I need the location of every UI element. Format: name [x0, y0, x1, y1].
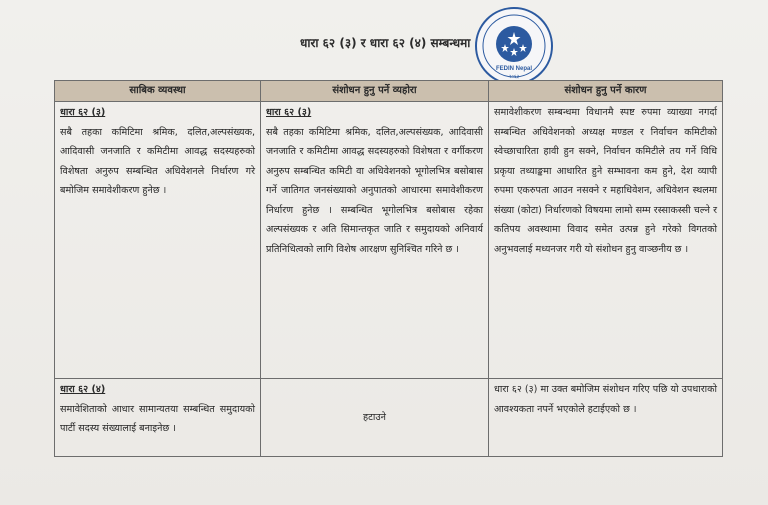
section-text: सबै तहका कमिटिमा श्रमिक, दलित,अल्पसंख्यक, आदिवासी जनजाति र कमिटीमा आवद्ध सदस्यहरुको विशेषता अनुरुप सम्बन्धित अधिवेशनले निर्धारण गरे बमोजिम समावेशीकरण हुनेछ ।	[60, 126, 255, 196]
table-row	[55, 102, 723, 379]
section-text: सबै तहका कमिटिमा श्रमिक, दलित,अल्पसंख्यक, आदिवासी जनजाति र कमिटीमा आवद्ध सदस्यहरुको विशेषता र वर्गीकरण अनुरुप सम्बन्धित कमिटी वा अधिवेशनको भूगोलभित्र बसोबास गर्ने जातिगत जनसंख्याको अनुपातको आधारमा समावेशीकरण निर्धारण हुनेछ । सम्बन्धित भूगोलभित्र बसोबास रहेका अल्पसंख्यक र अति सिमान्तकृत जाति र समुदायको अनिवार्य प्रतिनिधित्वको लागि विशेष आरक्षण सुनिश्चित गरिने छ ।	[266, 126, 483, 255]
amendment-table	[54, 80, 723, 457]
proposed-amendment-cell	[261, 102, 489, 379]
section-title: धारा ६२ (३)	[60, 107, 106, 118]
page-heading: धारा ६२ (३) र धारा ६२ (४) सम्बन्धमा	[300, 36, 471, 50]
header-proposed-amendment: संशोधन हुनु पर्ने व्यहोरा	[261, 81, 489, 102]
reason-text: समावेशीकरण सम्बन्धमा विधानमै स्पष्ट रुपमा व्याख्या नगर्दा सम्बन्धित अधिवेशनको अध्यक्ष मण्डल र निर्वाचन कमिटीको स्वेच्छाचारिता हावी हुन सक्ने, निर्वाचन कमिटीले तय गर्ने विधि प्रकृया तथ्याङ्कमा आधारित हुने सम्भावना कम हुने, देश व्यापी रुपमा एकरुपता आउन नसक्ने र महाधिवेशन, अधिवेशन स्थलमा संख्या (कोटा) निर्धारणको विषयमा लामो सम्म रस्साकस्सी चल्ने र कतिपय अवस्थामा विवाद समेत उत्पन्न हुने गरेको विगतको अनुभवलाई मध्यनजर गरी यो संशोधन हुनु वाञ्छनीय छ ।	[494, 107, 717, 255]
table-row	[55, 379, 723, 457]
amendment-reason-cell	[489, 379, 723, 457]
section-text: समावेशिताको आधार सामान्यतया सम्बन्धित समुदायको पार्टी सदस्य संख्यालाई बनाइनेछ ।	[60, 403, 255, 434]
section-title: धारा ६२ (४)	[60, 384, 106, 395]
table-header-row	[55, 81, 723, 102]
section-title: धारा ६२ (३)	[266, 107, 312, 118]
svg-text:FEDIN Nepal: FEDIN Nepal	[495, 66, 533, 72]
header-existing-provision: साबिक व्यवस्था	[55, 81, 261, 102]
existing-provision-cell	[55, 102, 261, 379]
amendment-reason-cell	[489, 102, 723, 379]
proposed-amendment-cell	[261, 379, 489, 457]
svg-text:२०६३: २०६३	[508, 74, 520, 80]
existing-provision-cell	[55, 379, 261, 457]
section-text: हटाउने	[363, 411, 386, 423]
organization-seal-logo	[474, 6, 554, 86]
reason-text: धारा ६२ (३) मा उक्त बमोजिम संशोधन गरिए पछि यो उपधाराको आवश्यकता नपर्ने भएकोले हटाईएको छ ।	[494, 384, 717, 415]
header-amendment-reason: संशोधन हुनु पर्ने कारण	[489, 81, 723, 102]
